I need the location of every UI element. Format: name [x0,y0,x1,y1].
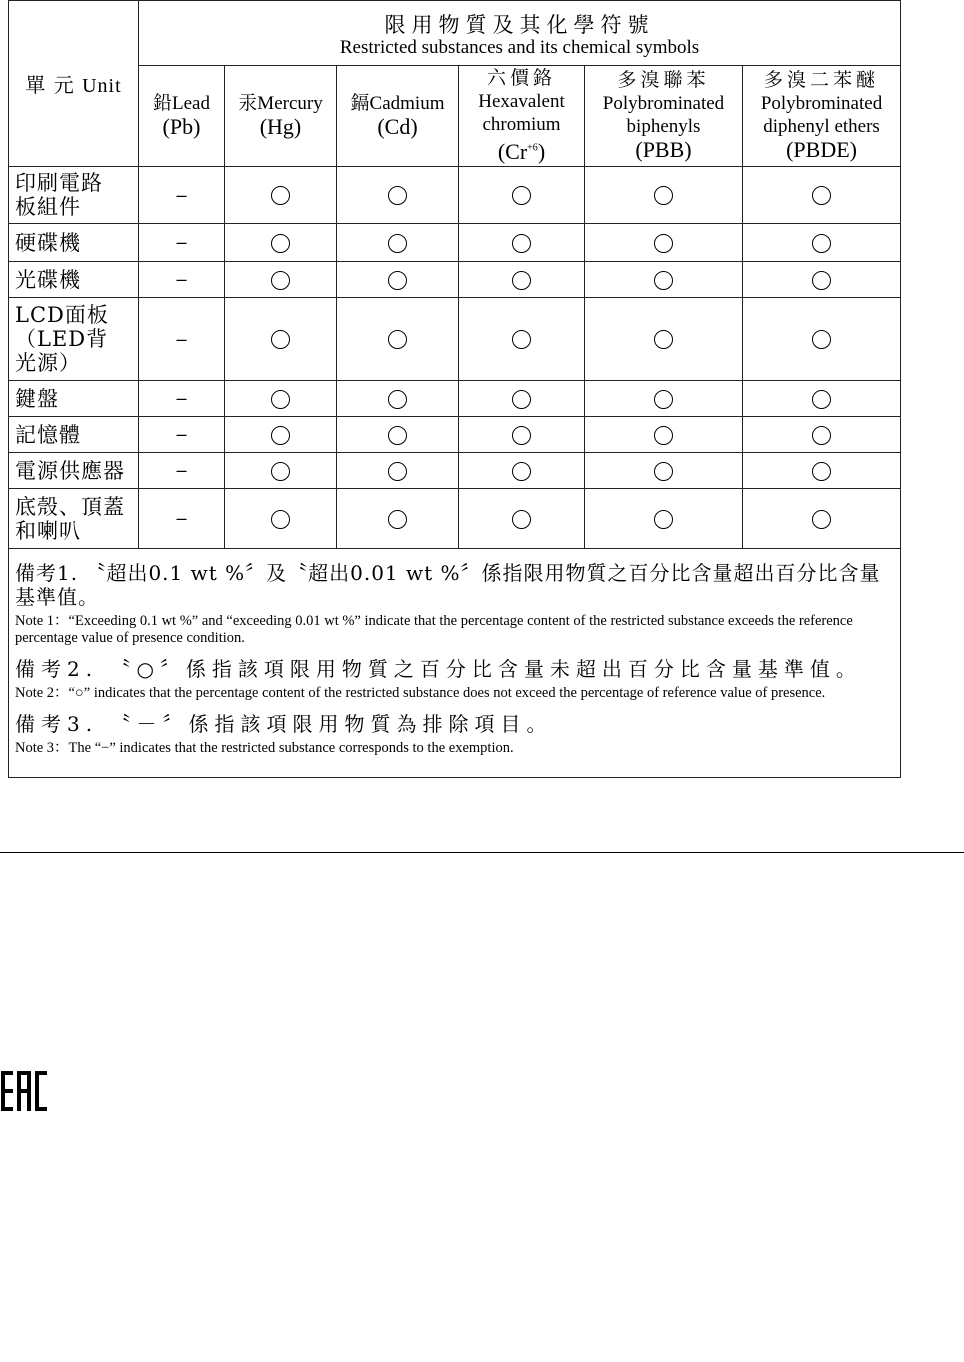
cell-chromium [459,417,585,453]
cell-mercury [225,489,337,549]
eac-mark-icon [0,1070,48,1112]
cell-pbb [585,453,743,489]
circle-mark-icon [812,271,831,290]
cell-chromium [459,453,585,489]
col-lead-en: Lead [172,93,210,114]
cell-lead [139,167,225,224]
unit-header-zh: 單 元 [25,73,75,97]
table-row [9,262,901,298]
table-row [9,167,901,224]
circle-mark-icon [654,426,673,445]
row-label-line: 記憶體 [15,422,81,447]
cell-pbde [743,298,901,381]
cell-chromium [459,298,585,381]
circle-mark-icon [512,271,531,290]
col-chromium-en-1: Hexavalent [478,91,565,113]
circle-mark-icon [388,510,407,529]
circle-mark-icon [512,426,531,445]
cell-pbb [585,489,743,549]
col-chromium-symbol-sup: +6 [527,142,538,154]
row-label-line: 電源供應器 [15,458,125,483]
col-chromium-symbol: (Cr [497,138,528,164]
row-label-line: 和喇叭 [15,518,81,543]
col-header-pbb [585,66,743,167]
table-row [9,381,901,417]
cell-lead [139,298,225,381]
col-cadmium-en: Cadmium [369,93,445,114]
substances-title-zh: 限用物質及其化學符號 [384,13,655,37]
col-chromium-zh: 六價鉻 [486,67,556,90]
circle-mark-icon [654,271,673,290]
circle-mark-icon [654,234,673,253]
cell-pbde [743,417,901,453]
circle-mark-icon [812,510,831,529]
row-label-line: 鍵盤 [15,386,59,411]
cell-mercury [225,417,337,453]
col-pbde-symbol: (PBDE) [786,137,857,162]
col-header-lead [139,66,225,167]
row-label [9,224,139,262]
col-pbb-en-2: biphenyls [626,116,701,137]
cell-pbde [743,262,901,298]
cell-pbde [743,381,901,417]
circle-mark-icon [812,426,831,445]
unit-header [9,1,139,167]
row-label [9,381,139,417]
cell-mercury [225,298,337,381]
dash-mark: – [176,328,187,349]
row-label-line: 光碟機 [15,267,81,292]
dash-mark: – [176,424,187,444]
col-pbde-en-1: Polybrominated [760,93,883,114]
circle-mark-icon [271,510,290,529]
dash-mark: – [176,388,187,408]
cell-pbb [585,298,743,381]
circle-mark-icon [271,271,290,290]
note2-zh: 備考2. 〝○〞係指該項限用物質之百分比含量未超出百分比含量基準值。 [15,657,862,681]
circle-mark-icon [271,462,290,481]
row-label-line: LCD面板 [15,303,109,327]
unit-header-en: Unit [82,75,122,97]
cell-cadmium [337,453,459,489]
row-label-line: 印刷電路 [15,171,103,195]
table-body [9,167,901,549]
col-pbde-en-2: diphenyl ethers [763,116,880,137]
col-pbde-zh: 多溴二苯醚 [764,69,880,91]
substances-title [139,1,901,66]
col-pbb-symbol: (PBB) [635,137,692,162]
cell-lead [139,381,225,417]
table-row [9,417,901,453]
circle-mark-icon [271,390,290,409]
dash-mark: – [176,232,187,252]
cell-lead [139,489,225,549]
cell-cadmium [337,262,459,298]
cell-pbb [585,262,743,298]
cell-cadmium [337,167,459,224]
cell-pbb [585,381,743,417]
circle-mark-icon [388,390,407,409]
circle-mark-icon [388,186,407,205]
circle-mark-icon [654,390,673,409]
row-label [9,417,139,453]
dash-mark: – [176,460,187,480]
col-mercury-zh: 汞 [238,92,258,114]
cell-cadmium [337,224,459,262]
cell-lead [139,453,225,489]
col-chromium-symbol-close: ) [537,138,546,164]
circle-mark-icon [512,186,531,205]
row-label-line: 板組件 [15,195,81,219]
notes-section [9,549,901,778]
circle-mark-icon [654,462,673,481]
substances-title-en: Restricted substances and its chemical symbols [339,37,700,58]
circle-mark-icon [512,330,531,349]
row-label [9,262,139,298]
circle-mark-icon [654,330,673,349]
cell-cadmium [337,417,459,453]
cell-pbde [743,224,901,262]
circle-mark-icon [812,186,831,205]
circle-mark-icon [388,426,407,445]
cell-chromium [459,224,585,262]
note3-zh: 備考3. 〝－〞係指該項限用物質為排除項目。 [15,712,553,736]
circle-mark-icon [271,186,290,205]
col-pbb-en-1: Polybrominated [602,93,725,114]
cell-lead [139,224,225,262]
row-label [9,298,139,381]
row-label [9,489,139,549]
cell-cadmium [337,489,459,549]
cell-mercury [225,453,337,489]
row-label-line: 光源） [15,351,81,375]
circle-mark-icon [271,426,290,445]
circle-mark-icon [654,510,673,529]
circle-mark-icon [512,510,531,529]
cell-chromium [459,262,585,298]
dash-mark: – [176,184,187,205]
col-header-cadmium [337,66,459,167]
restricted-substances-table [8,0,901,778]
dash-mark: – [176,269,187,289]
note1-en: Note 1：“Exceeding 0.1 wt %” and “exceeding 0.01 wt %” indicate that the percentage content of the restricted substance exceeds the reference percentage value of presence condition. [15,613,853,646]
cell-pbb [585,224,743,262]
table-row [9,489,901,549]
col-header-chromium [459,66,585,167]
cell-pbde [743,489,901,549]
row-label-line: （LED背 [15,327,109,351]
circle-mark-icon [388,330,407,349]
circle-mark-icon [388,234,407,253]
cell-cadmium [337,298,459,381]
cell-pbde [743,167,901,224]
cell-chromium [459,167,585,224]
note3-en: Note 3：The “−” indicates that the restricted substance corresponds to the exemption. [15,740,514,756]
col-header-pbde [743,66,901,167]
circle-mark-icon [654,186,673,205]
cell-chromium [459,489,585,549]
cell-mercury [225,224,337,262]
table-row [9,298,901,381]
note1-zh: 備考1. 〝超出0.1 wt %〞及〝超出0.01 wt %〞係指限用物質之百分比含量超出百分比含量基準值。 [15,561,881,609]
circle-mark-icon [512,234,531,253]
circle-mark-icon [512,462,531,481]
circle-mark-icon [812,390,831,409]
col-mercury-en: Mercury [257,93,323,114]
col-chromium-en-2: chromium [482,114,561,136]
row-label-line: 底殼、頂蓋 [15,494,125,519]
col-cadmium-symbol: (Cd) [377,114,418,139]
table-row [9,453,901,489]
circle-mark-icon [812,462,831,481]
dash-mark: – [176,508,187,528]
cell-mercury [225,381,337,417]
circle-mark-icon [812,234,831,253]
circle-mark-icon [271,234,290,253]
circle-mark-icon [512,390,531,409]
circle-mark-icon [388,271,407,290]
note2-en: Note 2：“○” indicates that the percentage content of the restricted substance does not exceed the percentage of reference value of presence. [15,685,826,701]
circle-mark-icon [388,462,407,481]
col-cadmium-zh: 鎘 [350,92,370,114]
horizontal-divider [0,852,964,853]
cell-pbb [585,167,743,224]
col-lead-zh: 鉛 [153,92,173,114]
row-label [9,167,139,224]
cell-cadmium [337,381,459,417]
cell-pbde [743,453,901,489]
col-pbb-zh: 多溴聯苯 [617,69,710,91]
col-lead-symbol: (Pb) [162,114,201,139]
cell-lead [139,262,225,298]
cell-mercury [225,167,337,224]
cell-mercury [225,262,337,298]
circle-mark-icon [812,330,831,349]
cell-lead [139,417,225,453]
circle-mark-icon [271,330,290,349]
row-label-line: 硬碟機 [15,230,81,255]
col-mercury-symbol: (Hg) [259,114,302,139]
table-row [9,224,901,262]
cell-chromium [459,381,585,417]
row-label [9,453,139,489]
cell-pbb [585,417,743,453]
col-header-mercury [225,66,337,167]
